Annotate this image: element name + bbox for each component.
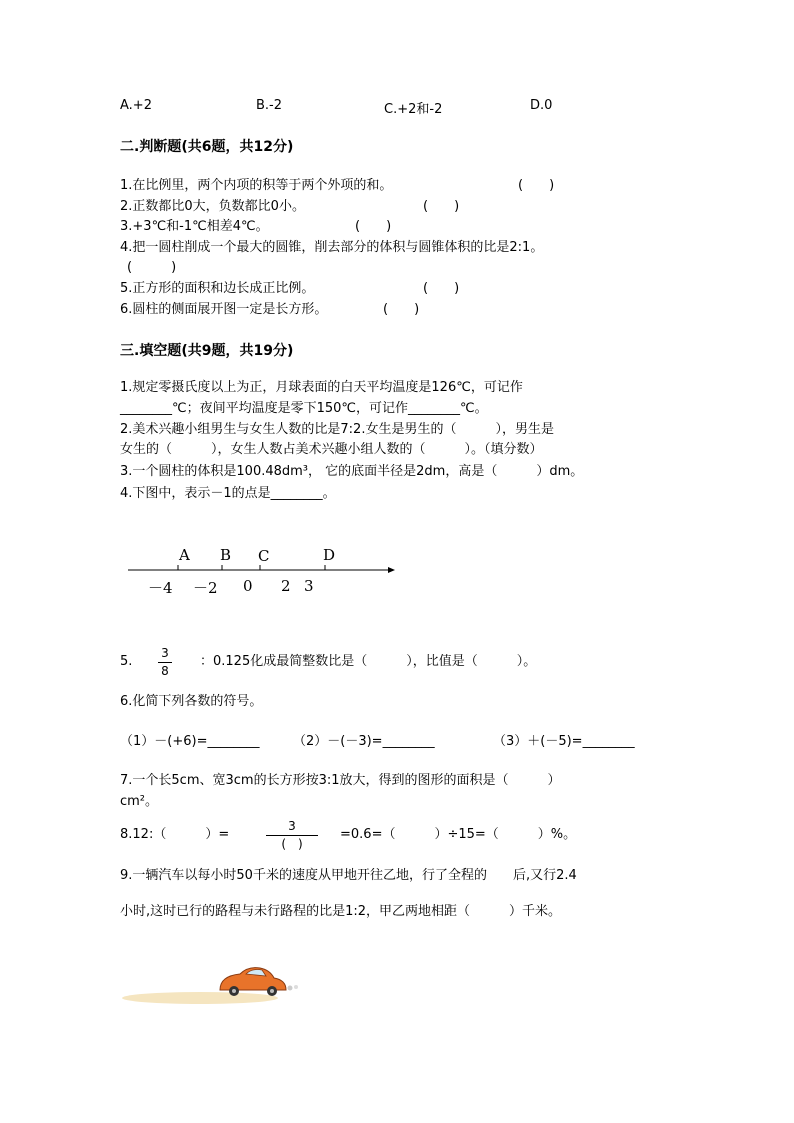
number-line-arrow bbox=[388, 567, 395, 573]
fill-q9-line2: 小时,这时已行的路程与未行路程的比是1:2，甲乙两地相距（ ）千米。 bbox=[120, 904, 562, 919]
tick-label-0: 0 bbox=[243, 577, 253, 595]
exhaust-puff bbox=[288, 986, 293, 991]
section3-title: 三.填空题(共9题，共19分) bbox=[120, 343, 294, 359]
q5-fraction bbox=[158, 646, 172, 679]
point-label-d: D bbox=[323, 546, 336, 564]
q5-fraction-numerator: 3 bbox=[161, 646, 169, 660]
tick-label-2: 2 bbox=[281, 577, 291, 595]
judge-item-4: 4.把一圆柱削成一个最大的圆锥，削去部分的体积与圆锥体积的比是2:1。 bbox=[120, 240, 544, 255]
exhaust-puff bbox=[294, 985, 298, 989]
fill-q8-part-b: =0.6=（ ）÷15=（ ）%。 bbox=[340, 827, 577, 842]
point-label-b: B bbox=[220, 546, 232, 564]
judge-bracket-2: ( ) bbox=[423, 199, 460, 214]
fill-q1-line2: ________℃；夜间平均温度是零下150℃，可记作________℃。 bbox=[120, 401, 488, 416]
fill-q1-line1: 1.规定零摄氏度以上为正，月球表面的白天平均温度是126℃，可记作 bbox=[120, 380, 523, 395]
point-label-a: A bbox=[179, 546, 190, 564]
fill-q6-part1: （1）－(+6)=________ bbox=[120, 734, 260, 749]
fill-q7-line1: 7.一个长5cm、宽3cm的长方形按3:1放大，得到的图形的面积是（ ） bbox=[120, 773, 561, 788]
judge-item-1: 1.在比例里，两个内项的积等于两个外项的和。 bbox=[120, 178, 393, 193]
q5-fraction-denominator: 8 bbox=[161, 664, 169, 678]
judge-item-5: 5.正方形的面积和边长成正比例。 bbox=[120, 281, 315, 296]
road-shadow bbox=[122, 992, 278, 1004]
fill-q6: 6.化简下列各数的符号。 bbox=[120, 694, 263, 709]
fill-q6-part2: （2）－(－3)=________ bbox=[293, 734, 435, 749]
q8-fraction-denominator: ( ) bbox=[281, 837, 303, 851]
judge-bracket-5: ( ) bbox=[423, 281, 460, 296]
point-label-c: C bbox=[258, 547, 270, 565]
fill-q5-text: ：0.125化成最简整数比是（ ），比值是（ ）。 bbox=[200, 654, 537, 669]
tick-label-neg4: －4 bbox=[148, 579, 173, 597]
fill-q4: 4.下图中，表示－1的点是________。 bbox=[120, 486, 336, 501]
option-a: A.+2 bbox=[120, 98, 152, 113]
option-c: C.+2和-2 bbox=[384, 102, 443, 117]
section2-title: 二.判断题(共6题，共12分) bbox=[120, 139, 294, 155]
option-d: D.0 bbox=[530, 98, 553, 113]
fraction-bar bbox=[158, 662, 172, 663]
q8-fraction bbox=[266, 819, 318, 852]
car-illustration bbox=[120, 960, 300, 1010]
judge-bracket-3: ( ) bbox=[355, 219, 392, 234]
judge-bracket-4: ( ) bbox=[127, 260, 177, 275]
tick-label-3: 3 bbox=[304, 577, 314, 595]
judge-bracket-1: ( ) bbox=[518, 178, 555, 193]
fraction-bar bbox=[266, 835, 318, 836]
judge-item-6: 6.圆柱的侧面展开图一定是长方形。 bbox=[120, 302, 328, 317]
judge-item-3: 3.+3℃和-1℃相差4℃。 bbox=[120, 219, 269, 234]
fill-q8-part-a: 8.12:（ ）= bbox=[120, 827, 230, 842]
tick-label-neg2: －2 bbox=[193, 579, 218, 597]
fill-q3: 3.一个圆柱的体积是100.48dm³， 它的底面半径是2dm，高是（ ）dm。 bbox=[120, 464, 584, 479]
judge-item-2: 2.正数都比0大，负数都比0小。 bbox=[120, 199, 305, 214]
q8-fraction-numerator: 3 bbox=[288, 819, 296, 833]
fill-q9-line1: 9.一辆汽车以每小时50千米的速度从甲地开往乙地，行了全程的 后,又行2.4 bbox=[120, 868, 577, 883]
judge-bracket-6: ( ) bbox=[383, 302, 420, 317]
option-b: B.-2 bbox=[256, 98, 283, 113]
fill-q7-line2: cm²。 bbox=[120, 794, 159, 809]
fill-q2-line1: 2.美术兴趣小组男生与女生人数的比是7:2.女生是男生的（ ），男生是 bbox=[120, 422, 554, 437]
fill-q5-number: 5. bbox=[120, 654, 133, 669]
fill-q2-line2: 女生的（ ），女生人数占美术兴趣小组人数的（ ）。（填分数） bbox=[120, 442, 543, 457]
fill-q6-part3: （3）＋(－5)=________ bbox=[493, 734, 635, 749]
